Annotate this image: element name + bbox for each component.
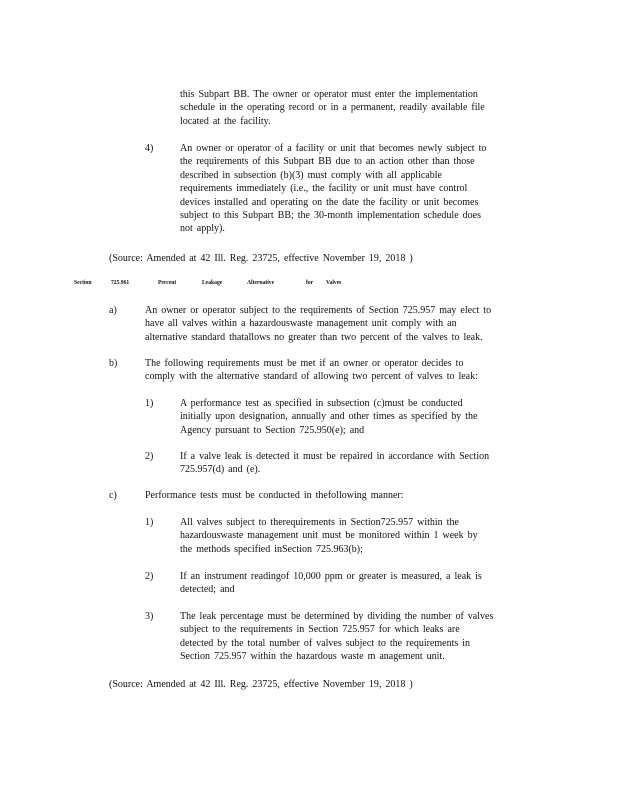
section-title-word: for <box>306 279 314 286</box>
text-line: described in subsection (b)(3) must comply with all applicable <box>180 169 442 181</box>
text-line: initially upon designation, annually and other times as specified by the <box>180 411 478 423</box>
text-line: Section 725.957 within the hazardous waste m anagement unit. <box>180 651 445 663</box>
text-line: A performance test as specified in subsection (c)must be conducted <box>180 398 463 409</box>
item-marker: 1) <box>145 398 154 409</box>
text-line: If a valve leak is detected it must be repaired in accordance with Section <box>180 451 490 462</box>
text-line: An owner or operator of a facility or unit that becomes newly subject to <box>180 143 487 154</box>
paragraph-c <box>145 489 404 502</box>
text-line: not apply). <box>180 223 225 235</box>
text-line: schedule in the operating record or in a permanent, readily available file <box>180 102 485 114</box>
item-marker: 2) <box>145 451 154 462</box>
source-note: (Source: Amended at 42 Ill. Reg. 23725, effective November 19, 2018 ) <box>109 253 413 264</box>
text-line: The leak percentage must be determined by dividing the number of valves <box>180 611 494 622</box>
item-marker: 2) <box>145 571 154 582</box>
item-marker: 1) <box>145 517 154 528</box>
section-title-word: Valves <box>326 279 342 286</box>
text-line: subject to the requirements in Section 725.957 for which leaks are <box>180 624 460 636</box>
item-b2-paragraph <box>180 450 489 477</box>
text-line: An owner or operator subject to the requirements of Section 725.957 may elect to <box>145 305 492 316</box>
item-4-paragraph <box>180 142 486 236</box>
text-line: alternative standard thatallows no greater than two percent of the valves to leak. <box>145 331 483 343</box>
text-line: this Subpart BB. The owner or operator must enter the implementation <box>180 89 478 100</box>
item-b1-paragraph <box>180 397 477 437</box>
section-title-word: Percent <box>158 279 177 286</box>
text-line: detected by the total number of valves subject to the requirements in <box>180 637 471 649</box>
text-line: devices installed and operating on the date the facility or unit becomes <box>180 196 479 208</box>
text-line: All valves subject to therequirements in Section725.957 within the <box>180 517 459 528</box>
continuation-paragraph <box>180 88 485 128</box>
text-line: hazardouswaste management unit must be monitored within 1 week by <box>180 530 478 542</box>
item-marker: 4) <box>145 143 154 154</box>
section-number: 725.961 <box>111 279 130 286</box>
text-line: detected; and <box>180 584 235 596</box>
text-line: subject to this Subpart BB; the 30-month implementation schedule does <box>180 210 481 222</box>
paragraph-marker: b) <box>109 358 118 369</box>
item-c2-paragraph <box>180 570 482 597</box>
text-line: requirements immediately (i.e., the facility or unit must have control <box>180 183 468 195</box>
text-line: comply with the alternative standard of allowing two percent of valves to leak: <box>145 371 478 383</box>
text-line: The following requirements must be met if an owner or operator decides to <box>145 358 464 369</box>
text-line: located at the facility. <box>180 115 271 127</box>
text-line: have all valves within a hazardouswaste management unit comply with an <box>145 318 457 330</box>
section-label: Section <box>74 279 92 286</box>
paragraph-marker: c) <box>109 490 117 501</box>
item-marker: 3) <box>145 611 154 622</box>
paragraph-a <box>145 304 491 344</box>
text-line: If an instrument readingof 10,000 ppm or greater is measured, a leak is <box>180 571 482 582</box>
item-c3-paragraph <box>180 610 493 664</box>
text-line: the methods specified inSection 725.963(b); <box>180 543 363 555</box>
text-line: Agency pursuant to Section 725.950(e); and <box>180 424 365 436</box>
text-line: the requirements of this Subpart BB due to an action other than those <box>180 156 475 168</box>
section-title-word: Leakage <box>202 279 223 286</box>
source-note: (Source: Amended at 42 Ill. Reg. 23725, effective November 19, 2018 ) <box>109 679 413 690</box>
paragraph-b <box>145 357 478 384</box>
section-title-word: Alternative <box>247 279 275 286</box>
paragraph-marker: a) <box>109 305 117 316</box>
item-c1-paragraph <box>180 516 478 556</box>
text-line: Performance tests must be conducted in thefollowing manner: <box>145 490 404 501</box>
text-line: 725.957(d) and (e). <box>180 464 261 476</box>
